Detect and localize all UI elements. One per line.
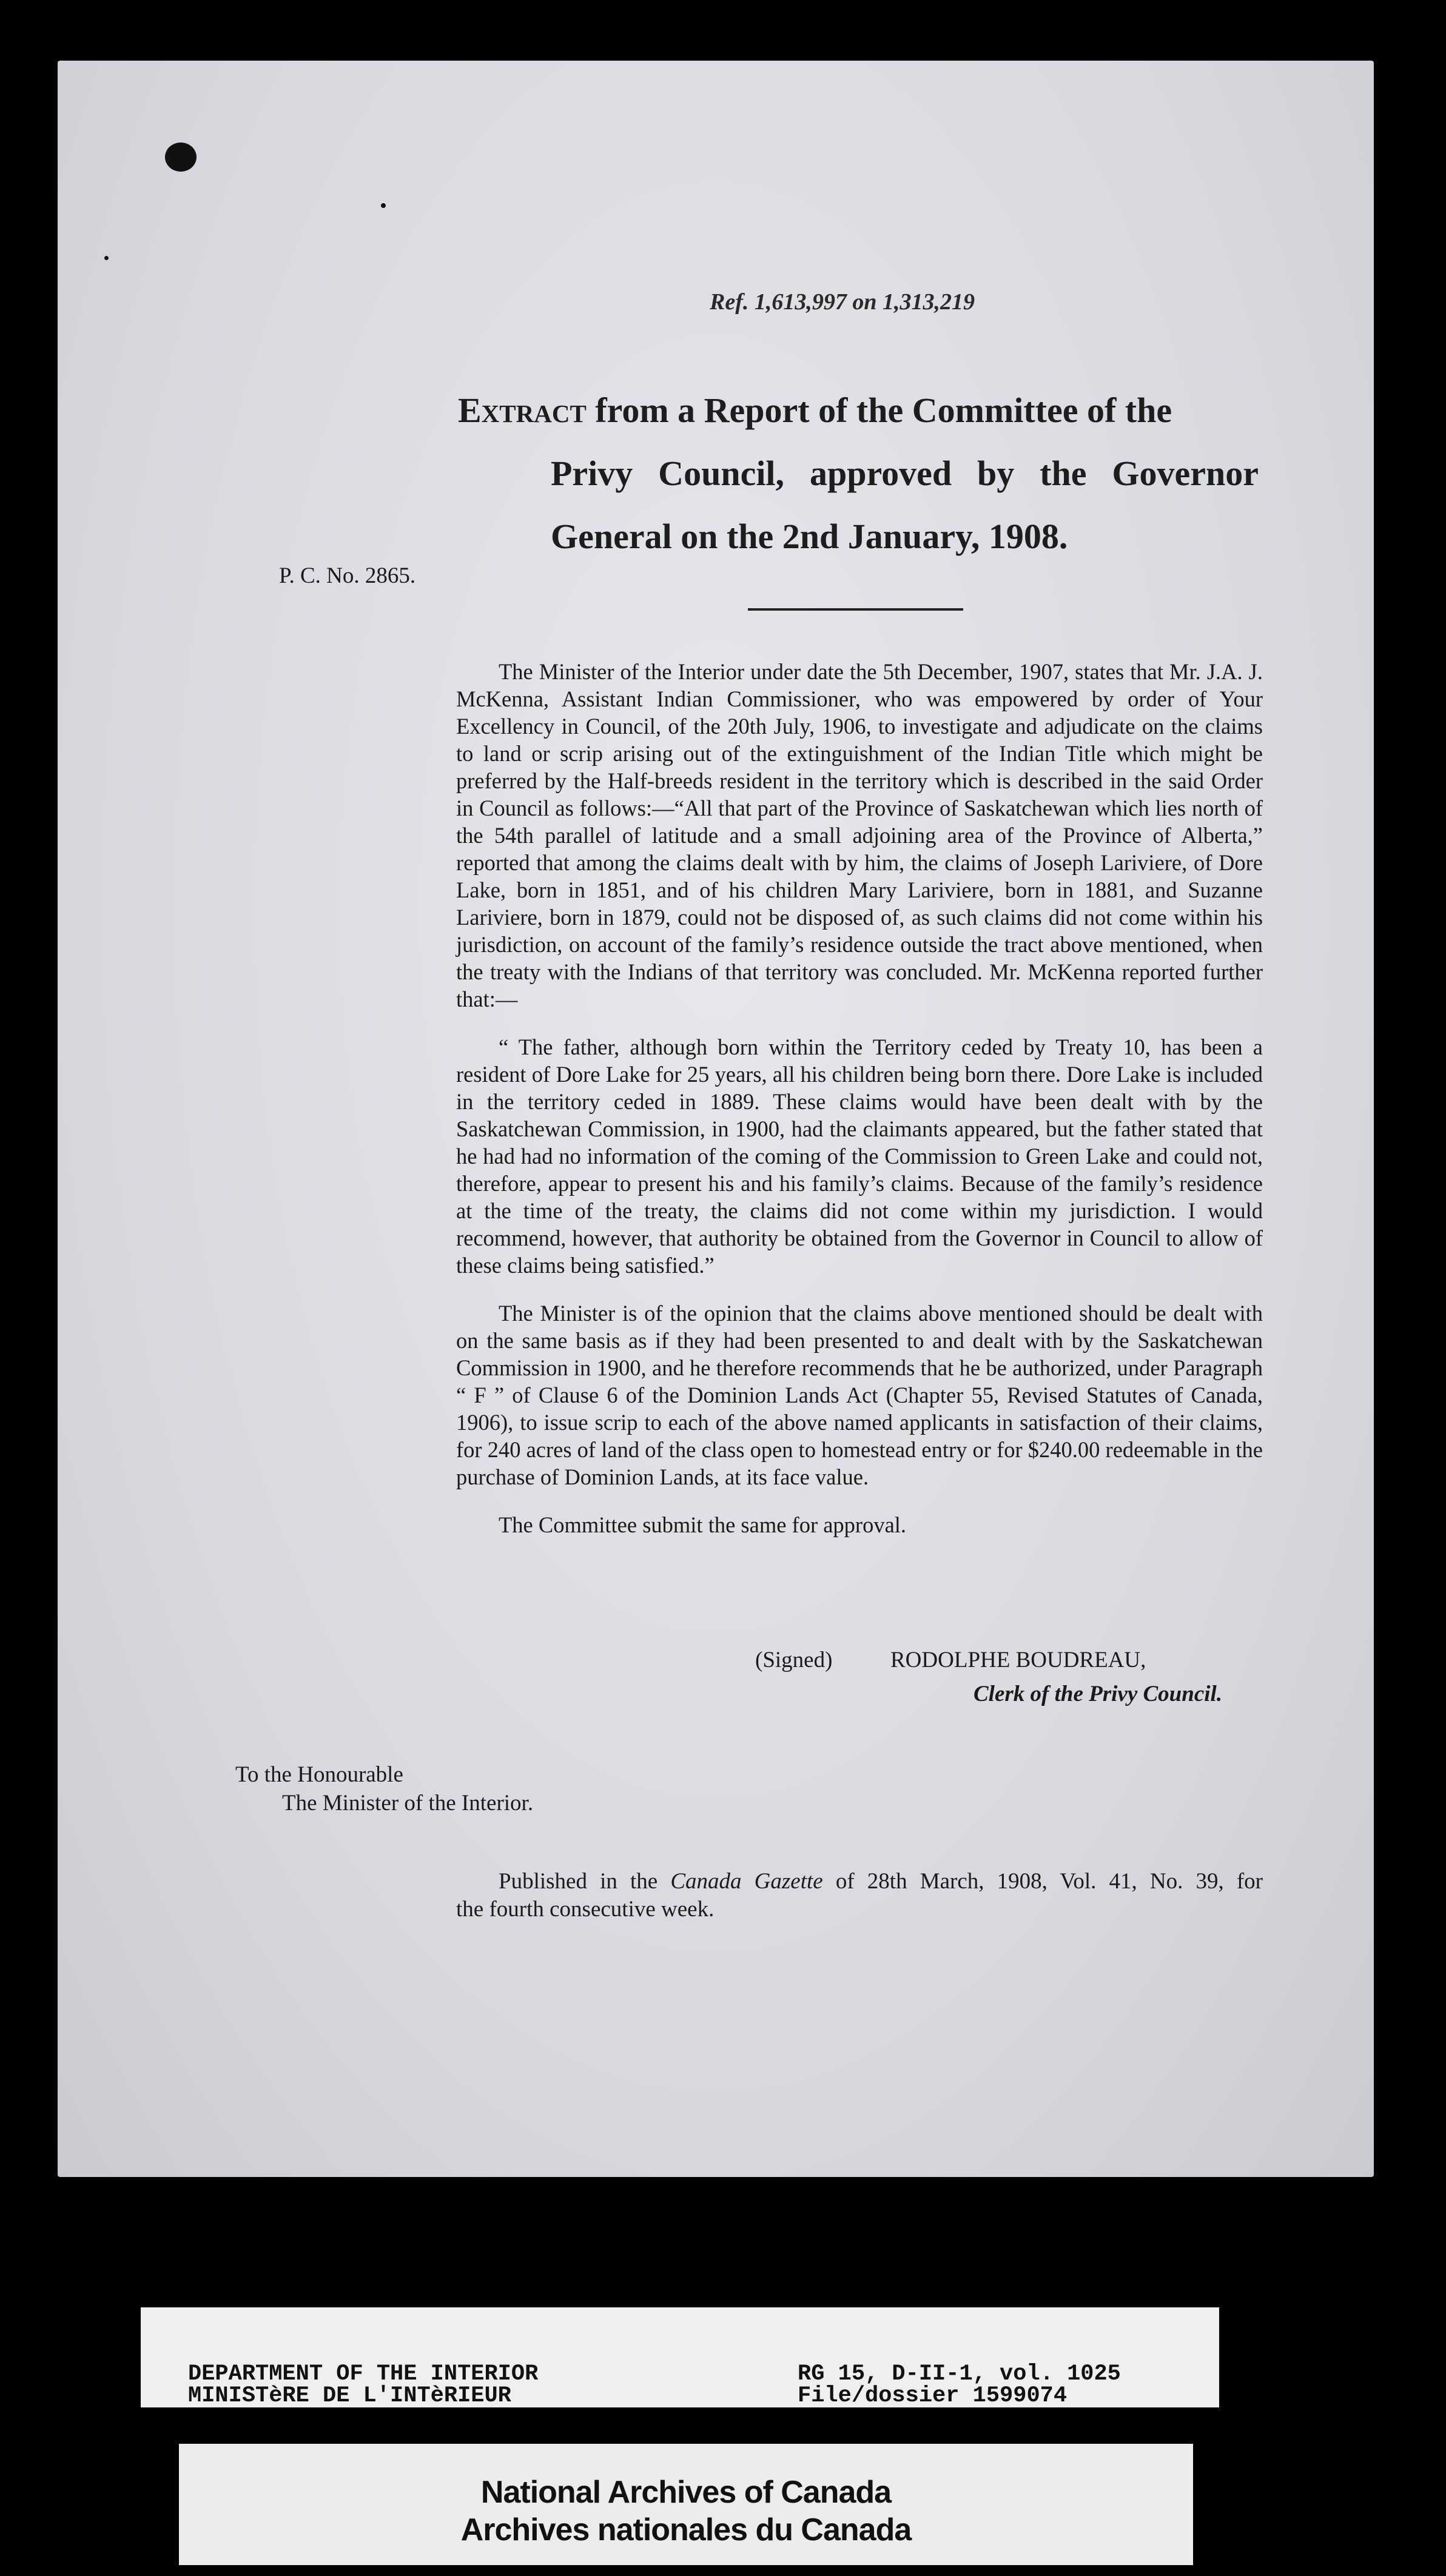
- reference-number: Ref. 1,613,997 on 1,313,219: [710, 289, 975, 315]
- signed-label: (Signed): [755, 1648, 833, 1672]
- archives-french: Archives nationales du Canada: [460, 2512, 912, 2547]
- publication-post: of 28th March, 1908, Vol. 41, No. 39, for: [822, 1869, 1263, 1894]
- paragraph-recommendation: The Minister is of the opinion that the claims above mentioned should be dealt with on the same basis as if they had been presented to and dealt with by the Saskatchewan Commission in 1900, and he therefore recommends that he be authorized, under Paragraph “ F ” of Clause 6 of the Dominion Lands Act (Chapter 55, Revised Statutes of Canada, 1906), to issue scrip to each of the above named applicants in satisfaction of their claims, for 240 acres of land of the class open to homestead entry or for $240.00 redeemable in the purchase of Dominion Lands, at its face value.: [456, 1301, 1263, 1489]
- title-line-2: Privy Council, approved by the Governor: [551, 454, 1259, 493]
- publication-pre: Published in the: [499, 1869, 671, 1894]
- ink-speck: [104, 256, 109, 260]
- archive-reference-label: [141, 2307, 1219, 2407]
- pc-number: P. C. No. 2865.: [279, 563, 416, 588]
- department-french: MINISTèRE DE L'INTèRIEUR: [188, 2383, 511, 2409]
- publication-line-2: the fourth consecutive week.: [456, 1897, 715, 1922]
- signatory-title: Clerk of the Privy Council.: [974, 1682, 1223, 1706]
- file-number: File/dossier 1599074: [798, 2383, 1068, 2409]
- publication-gazette: Canada Gazette: [670, 1869, 823, 1894]
- document-body: [456, 658, 1263, 1559]
- ink-speck: [381, 203, 386, 208]
- ink-blot: [165, 143, 197, 172]
- addressee-line-1: To the Honourable: [235, 1762, 403, 1787]
- title-line-1: from a Report of the Committee of the: [586, 391, 1172, 430]
- document-title: [458, 379, 1259, 568]
- title-divider: [748, 608, 963, 611]
- title-lead: Extract: [458, 391, 587, 430]
- archives-stamp: [179, 2444, 1193, 2565]
- publication-note: [456, 1868, 1263, 1924]
- title-line-3: General on the 2nd January, 1908.: [551, 517, 1068, 556]
- archives-english: National Archives of Canada: [480, 2475, 892, 2510]
- paragraph-submission: The Committee submit the same for approval.: [499, 1512, 907, 1537]
- addressee-line-2: The Minister of the Interior.: [282, 1791, 534, 1816]
- department-english: DEPARTMENT OF THE INTERIOR: [188, 2361, 539, 2387]
- paragraph-mckenna-quote: “ The father, although born within the Territory ceded by Treaty 10, has been a resident of Dore Lake for 25 years, all his children being born there. Dore Lake is included in the territory ceded in 1889. These claims would have been dealt with by the Saskatchewan Commission, in 1900, had the claimants appeared, but the father stated that he had had no information of the coming of the Commission to Green Lake and could not, therefore, appear to present his and his family’s claims. Because of the family’s residence at the time of the treaty, the claims did not come within my jurisdiction. I would recommend, however, that authority be obtained from the Governor in Council to allow of these claims being satisfied.”: [456, 1035, 1263, 1278]
- record-group: RG 15, D-II-1, vol. 1025: [798, 2361, 1121, 2387]
- signatory-name: RODOLPHE BOUDREAU,: [890, 1648, 1146, 1672]
- paragraph-minister-statement: The Minister of the Interior under date the 5th December, 1907, states that Mr. J.A. J. McKenna, Assistant Indian Commissioner, who was empowered by order of Your Excellency in Council, of the 20th July, 1906, to investigate and adjudicate on the claims to land or scrip arising out of the extinguishment of the Indian Title which might be preferred by the Half-breeds resident in the territory which is described in the said Order in Council as follows:—“All that part of the Province of Saskatchewan which lies north of the 54th parallel of latitude and a small adjoining area of the Province of Alberta,” reported that among the claims dealt with by him, the claims of Joseph Lariviere, of Dore Lake, born in 1851, and of his children Mary Lariviere, born in 1881, and Suzanne Lariviere, born in 1879, could not be disposed of, as such claims did not come within his jurisdiction, on account of the family’s residence outside the tract above mentioned, when the treaty with the Indians of that territory was concluded. Mr. McKenna reported further that:—: [456, 659, 1263, 1011]
